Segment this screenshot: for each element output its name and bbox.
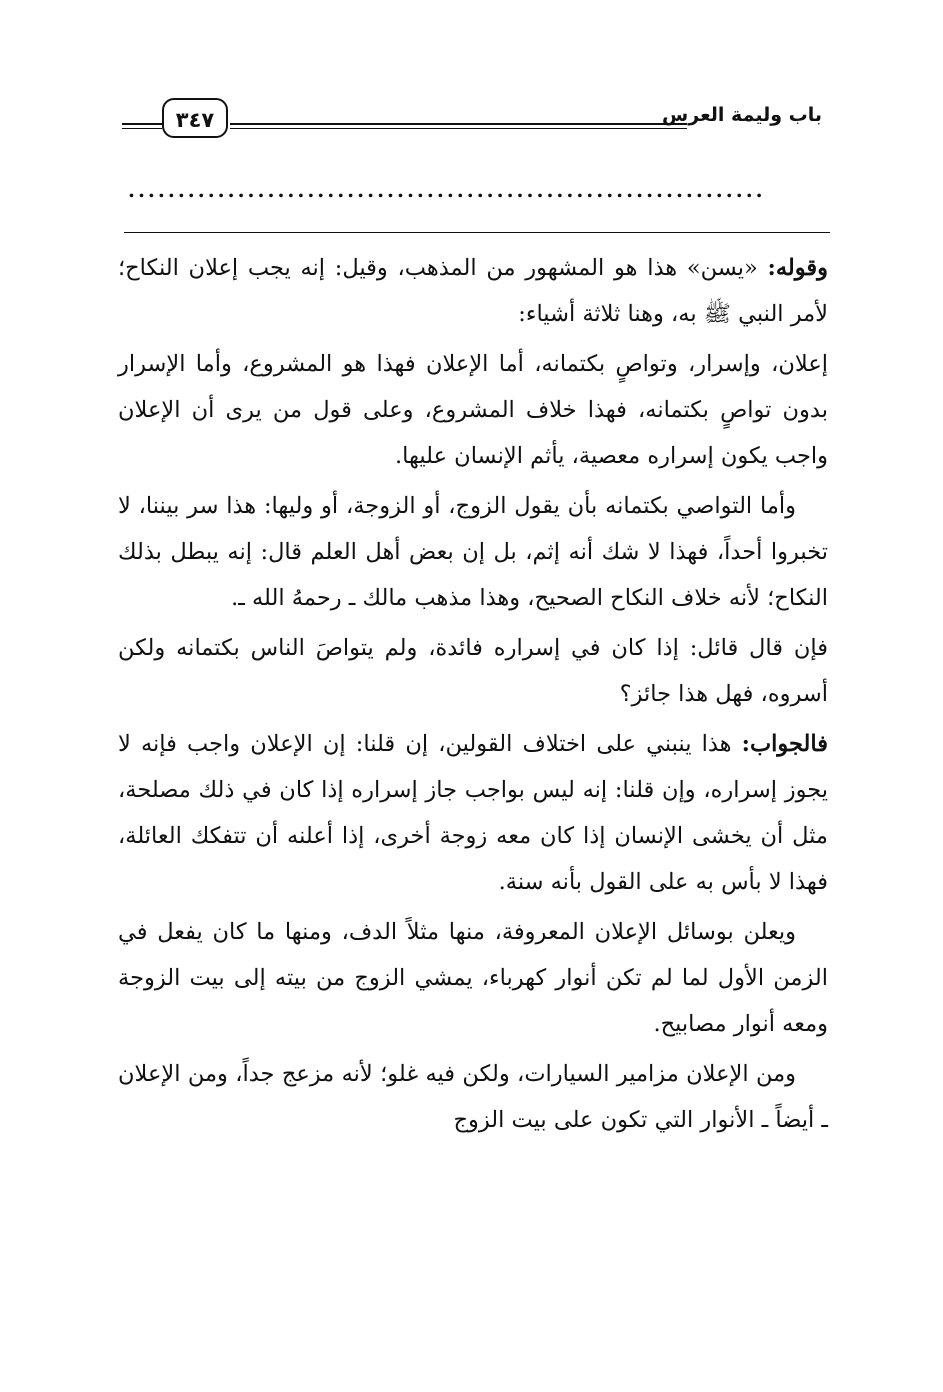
paragraph-text: ومن الإعلان مزامير السيارات، ولكن فيه غلو؛ لأنه مزعج جداً، ومن الإعلان ـ أيضاً ـ الأنوار التي تكون على بيت الزوج [118, 1061, 828, 1133]
page-number: ٣٤٧ [162, 98, 228, 138]
paragraph-lead: وقوله: [767, 255, 828, 281]
paragraph [118, 483, 828, 621]
page-header [122, 92, 822, 142]
paragraph-text: وأما التواصي بكتمانه بأن يقول الزوج، أو الزوجة، أو وليها: هذا سر بيننا، لا تخبروا أحداً، فهذا لا شك أنه إثم، بل إن بعض أهل العلم قال: إنه يبطل بذلك النكاح؛ لأنه خلاف النكاح الصحيح، وهذا مذهب مالك ـ رحمهُ الله ـ. [118, 493, 828, 611]
header-rule-left [122, 123, 162, 125]
dotted-separator: ................................................................ [128, 178, 766, 202]
paragraph [118, 1051, 828, 1143]
body-text [118, 245, 828, 1147]
paragraph-lead: فالجواب: [741, 731, 828, 757]
paragraph-text: «يسن» هذا هو المشهور من المذهب، وقيل: إنه يجب إعلان النكاح؛ لأمر النبي ﷺ به، وهنا ثلاثة أشياء: [118, 255, 828, 327]
section-divider [124, 232, 830, 233]
chapter-title: باب وليمة العرس [662, 104, 822, 126]
paragraph-text: هذا ينبني على اختلاف القولين، إن قلنا: إن الإعلان واجب فإنه لا يجوز إسراره، وإن قلنا: إنه ليس بواجب جاز إسراره إذا كان في ذلك مصلحة، مثل أن يخشى الإنسان إذا كان معه زوجة أخرى، إذا أعلنه أن تتفكك العائلة، فهذا لا بأس به على القول بأنه سنة. [118, 731, 828, 895]
paragraph [118, 341, 828, 479]
header-rule [230, 123, 687, 125]
paragraph [118, 625, 828, 717]
paragraph [118, 245, 828, 337]
paragraph-text: إعلان، وإسرار، وتواصٍ بكتمانه، أما الإعلان فهذا هو المشروع، وأما الإسرار بدون تواصٍ بكتمانه، فهذا خلاف المشروع، وعلى قول من يرى أن الإعلان واجب يكون إسراره معصية، يأثم الإنسان عليها. [118, 351, 828, 469]
paragraph-text: ويعلن بوسائل الإعلان المعروفة، منها مثلاً الدف، ومنها ما كان يفعل في الزمن الأول لما لم تكن أنوار كهرباء، يمشي الزوج من بيته إلى بيت الزوجة ومعه أنوار مصابيح. [118, 919, 828, 1037]
header-rule-thin [230, 128, 687, 129]
paragraph-text: فإن قال قائل: إذا كان في إسراره فائدة، ولم يتواصَ الناس بكتمانه ولكن أسروه، فهل هذا جائز؟ [118, 635, 828, 707]
paragraph [118, 909, 828, 1047]
header-rule-left-thin [122, 128, 162, 129]
paragraph [118, 721, 828, 905]
